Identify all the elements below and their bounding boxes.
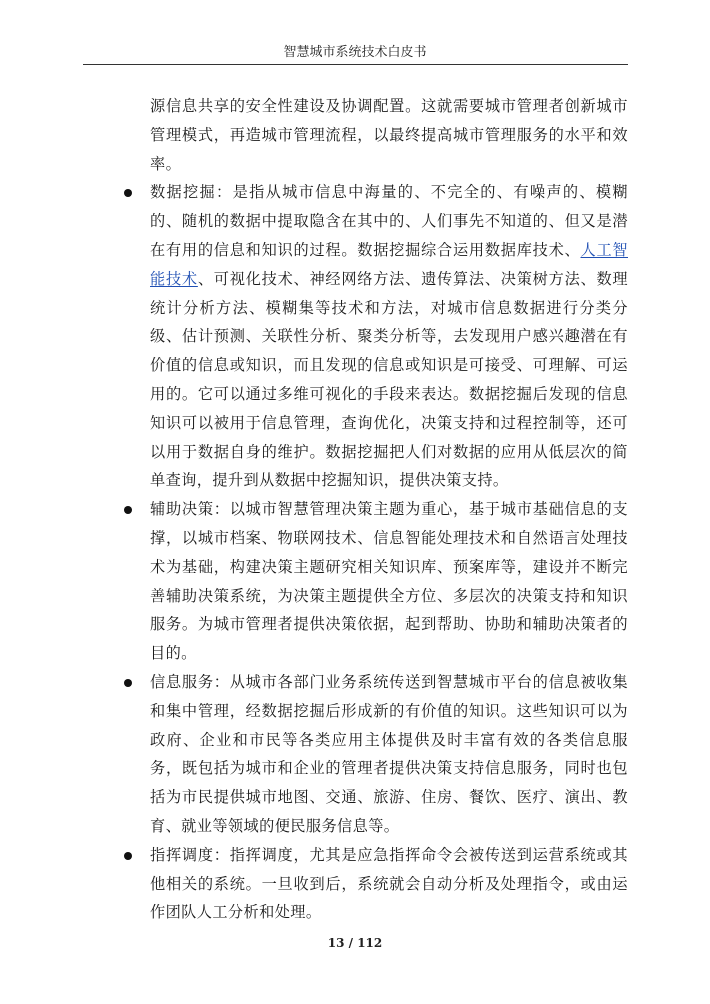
document-body (83, 92, 628, 927)
bullet-text: 辅助决策：以城市智慧管理决策主题为重心，基于城市基础信息的支撑，以城市档案、物联网技术、信息智能处理技术和自然语言处理技术为基础，构建决策主题研究相关知识库、预案库等，建设并不断完善辅助决策系统，为决策主题提供全方位、多层次的决策支持和知识服务。为城市管理者提供决策依据，起到帮助、协助和辅助决策者的目的。 (150, 500, 628, 663)
bullet-text-part: 数据挖掘：是指从城市信息中海量的、不完全的、有噪声的、模糊的、随机的数据中提取隐含在其中的、人们事先不知道的、但又是潜在有用的信息和知识的过程。数据挖掘综合运用数据库技术、 (150, 183, 628, 259)
bullet-text: 信息服务：从城市各部门业务系统传送到智慧城市平台的信息被收集和集中管理，经数据挖掘后形成新的有价值的知识。这些知识可以为政府、企业和市民等各类应用主体提供及时丰富有效的各类信息服务，既包括为城市和企业的管理者提供决策支持信息服务，同时也包括为市民提供城市地图、交通、旅游、住房、餐饮、医疗、演出、教育、就业等领域的便民服务信息等。 (150, 672, 628, 835)
bullet-item-command-dispatch (83, 841, 628, 927)
bullet-dot-icon (124, 506, 132, 514)
document-header-title: 智慧城市系统技术白皮书 (283, 45, 427, 60)
bullet-item-decision-support (83, 495, 628, 668)
bullet-text: 指挥调度：指挥调度，尤其是应急指挥命令会被传送到运营系统或其他相关的系统。一旦收到后，系统就会自动分析及处理指令，或由运作团队人工分析和处理。 (150, 845, 628, 922)
link-artificial-intelligence[interactable]: 人工智能技术 (150, 240, 628, 288)
page-number: 13 / 112 (327, 936, 383, 950)
header-divider (83, 64, 628, 65)
bullet-dot-icon (124, 852, 132, 860)
bullet-item-information-service (83, 668, 628, 841)
bullet-item-data-mining (83, 178, 628, 495)
bullet-dot-icon (124, 189, 132, 197)
intro-paragraph: 源信息共享的安全性建设及协调配置。这就需要城市管理者创新城市管理模式，再造城市管理流程，以最终提高城市管理服务的水平和效率。 (150, 97, 628, 173)
bullet-text-part: 、可视化技术、神经网络方法、遗传算法、决策树方法、数理统计分析方法、模糊集等技术和方法，对城市信息数据进行分类分级、估计预测、关联性分析、聚类分析等，去发现用户感兴趣潜在有价值的信息或知识，而且发现的信息或知识是可接受、可理解、可运用的。它可以通过多维可视化的手段来表达。数据挖掘后发现的信息知识可以被用于信息管理，查询优化，决策支持和过程控制等，还可以用于数据自身的维护。数据挖掘把人们对数据的应用从低层次的简单查询，提升到从数据中挖掘知识，提供决策支持。 (150, 269, 628, 490)
bullet-dot-icon (124, 679, 132, 687)
